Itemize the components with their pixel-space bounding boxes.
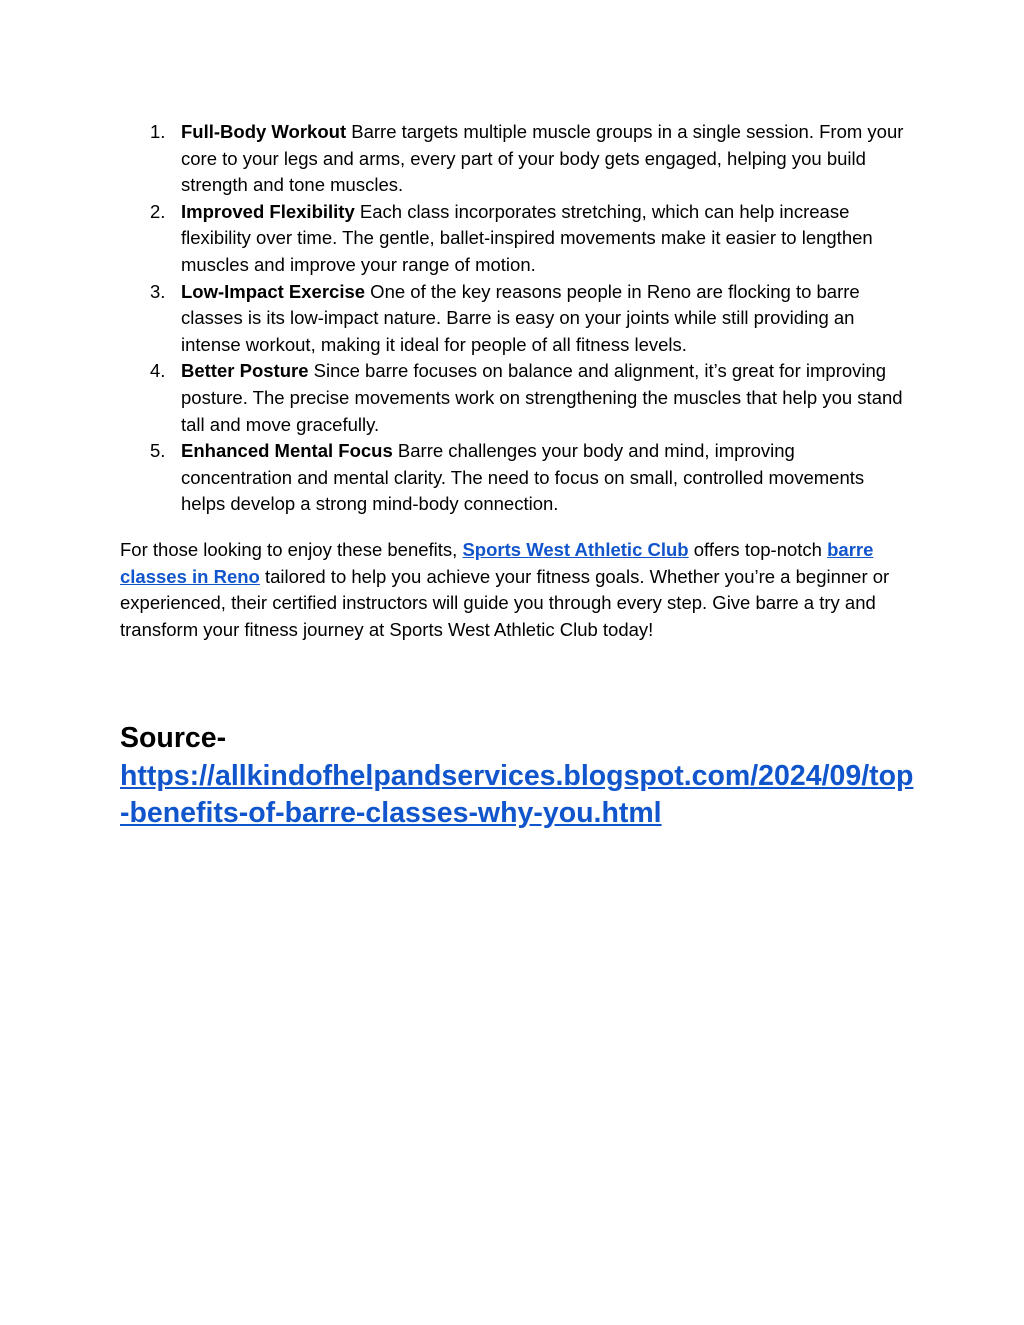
source-url-link[interactable]: https://allkindofhelpandservices.blogspot.com/2024/09/top-benefits-of-barre-classes-why-you.html xyxy=(120,759,914,829)
list-number: 5. xyxy=(150,440,166,462)
closing-intro: For those looking to enjoy these benefits, xyxy=(120,539,463,560)
benefit-text: One of the key reasons people in Reno are flocking to barre classes is its low-impact nature. Barre is easy on your joints while still providing an intense workout, making it ideal for people of all fitness levels. xyxy=(181,280,860,355)
list-number: 3. xyxy=(150,280,166,302)
list-item xyxy=(120,199,910,279)
benefit-title: Full-Body Workout xyxy=(181,121,347,142)
sports-west-club-link[interactable]: Sports West Athletic Club xyxy=(462,539,689,560)
source-label: Source- xyxy=(120,722,227,754)
benefit-title: Better Posture xyxy=(181,360,309,382)
barre-classes-link[interactable]: barre classes in Reno xyxy=(120,539,874,587)
closing-middle: offers top-notch xyxy=(688,539,828,560)
list-item xyxy=(120,279,910,359)
benefit-text: Each class incorporates stretching, which can help increase flexibility over time. The gentle, ballet-inspired movements make it easier to lengthen muscles and improve your range of motion. xyxy=(181,200,873,275)
benefits-list xyxy=(120,119,910,518)
benefit-text: Barre targets multiple muscle groups in a single session. From your core to your legs and arms, every part of your body gets engaged, helping you build strength and tone muscles. xyxy=(181,121,904,196)
list-item xyxy=(120,119,910,199)
benefit-title: Low-Impact Exercise xyxy=(181,280,366,302)
closing-rest: tailored to help you achieve your fitness goals. Whether you’re a beginner or experienced, their certified instructors will guide you through every step. Give barre a try and transform your fitness journey at Sports West Athletic Club today! xyxy=(120,565,890,640)
list-number: 4. xyxy=(150,360,166,382)
benefit-title: Enhanced Mental Focus xyxy=(181,440,393,462)
benefit-title: Improved Flexibility xyxy=(181,200,355,222)
list-item xyxy=(120,358,910,438)
list-number: 1. xyxy=(150,121,166,142)
benefit-text: Since barre focuses on balance and alignment, it’s great for improving posture. The precise movements work on strengthening the muscles that help you stand tall and move gracefully. xyxy=(181,360,903,435)
list-number: 2. xyxy=(150,200,166,222)
closing-paragraph xyxy=(120,537,910,643)
list-item xyxy=(120,438,910,518)
source-heading xyxy=(120,720,920,833)
benefit-text: Barre challenges your body and mind, improving concentration and mental clarity. The need to focus on small, controlled movements helps develop a strong mind-body connection. xyxy=(181,440,865,515)
